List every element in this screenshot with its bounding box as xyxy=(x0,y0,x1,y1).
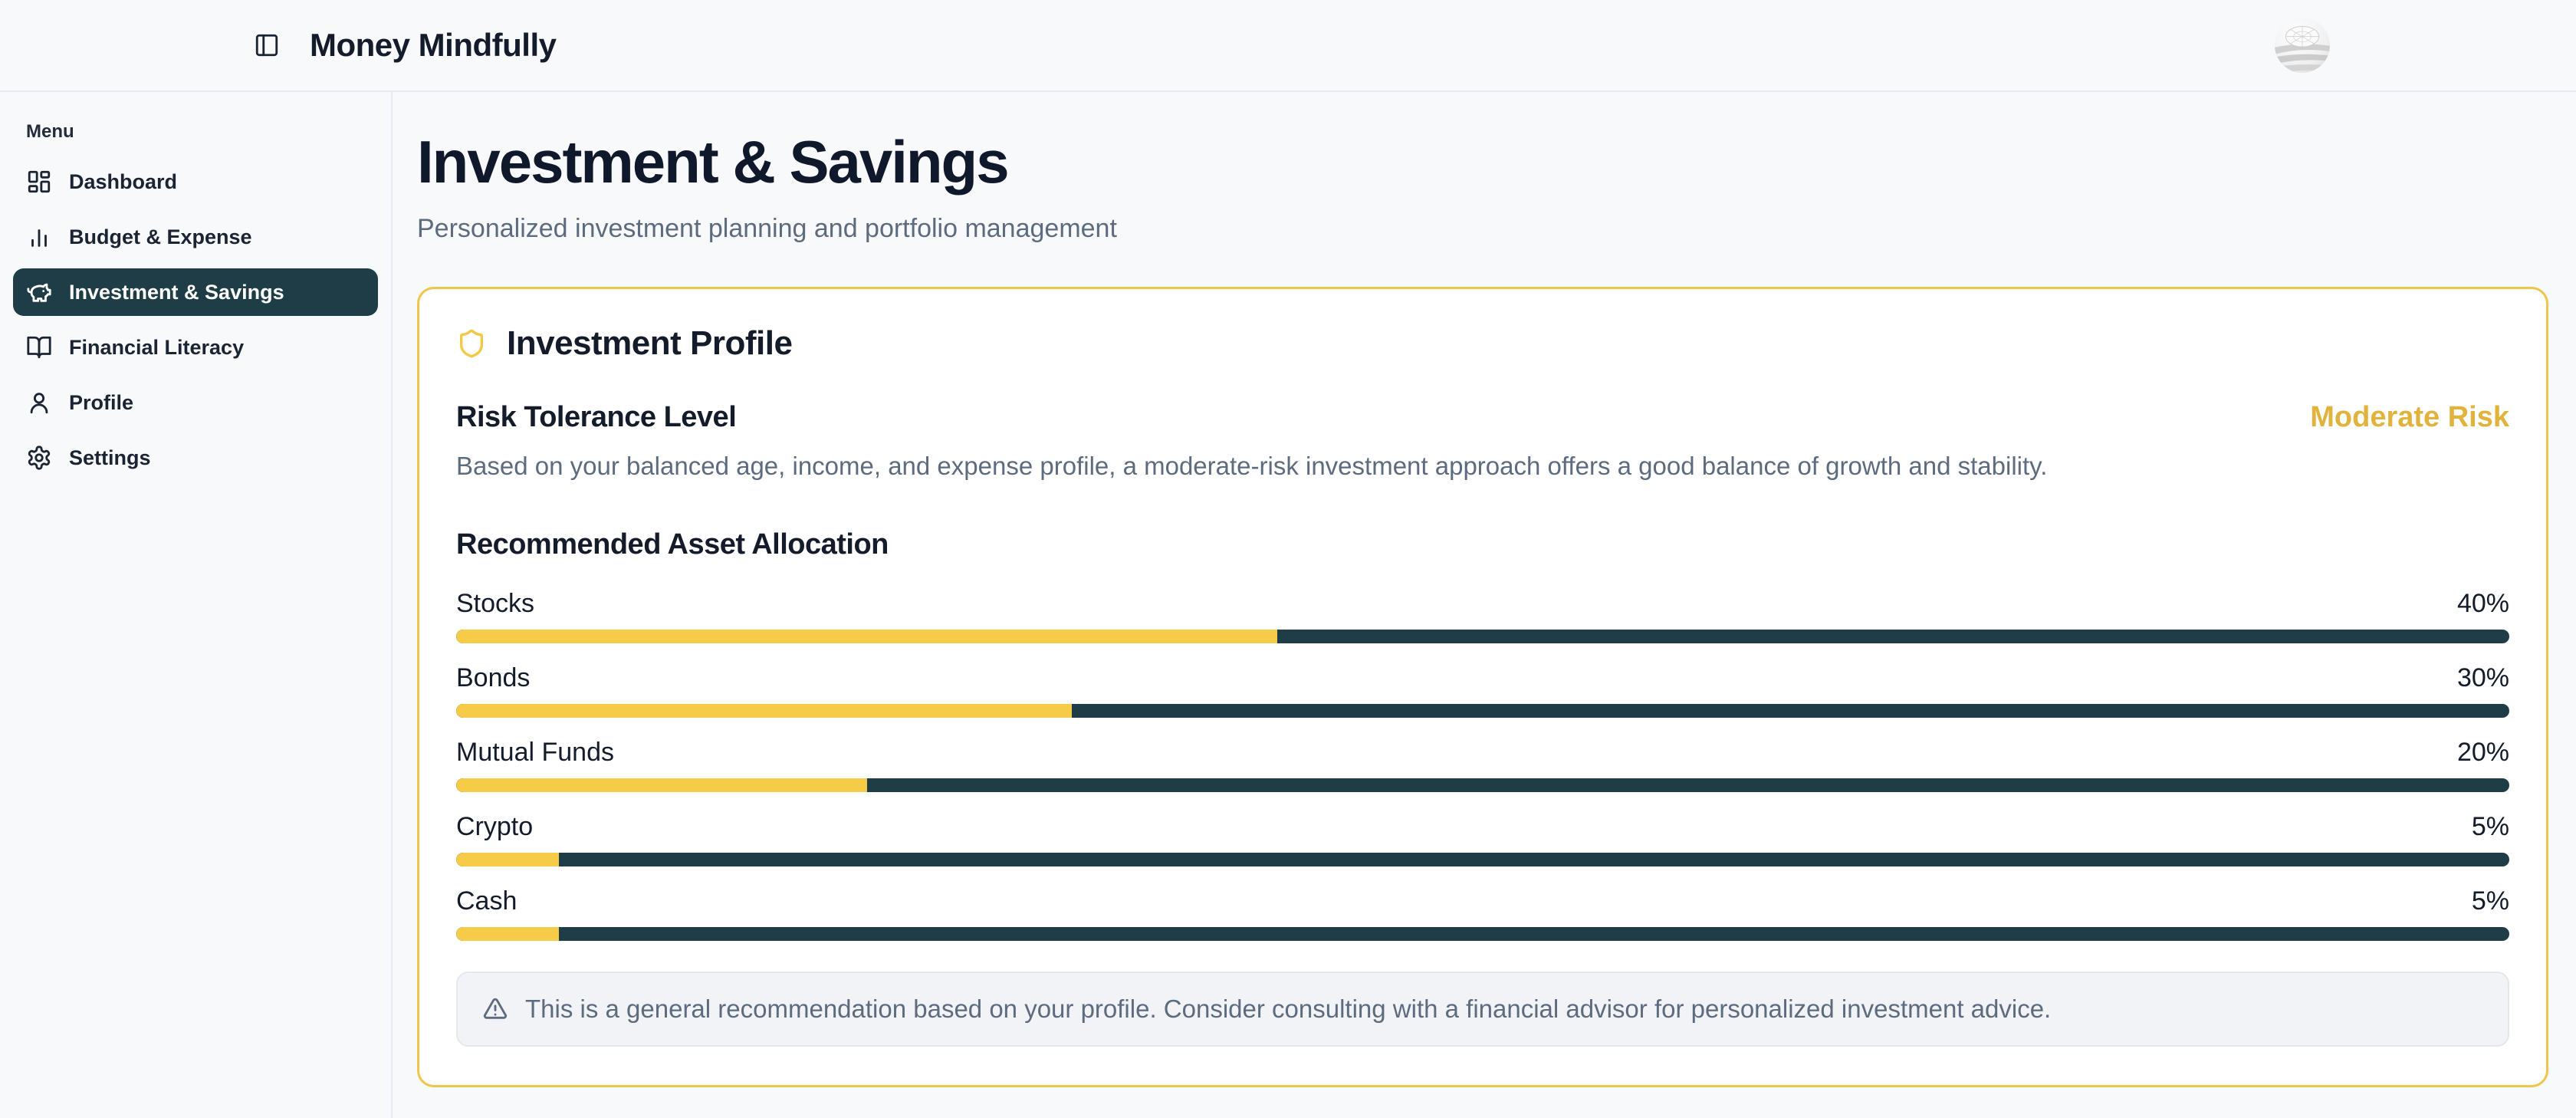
allocation-label: Mutual Funds xyxy=(456,737,614,767)
allocation-row xyxy=(456,738,2509,792)
sidebar-toggle-button[interactable] xyxy=(250,28,284,62)
allocation-bar-track xyxy=(456,630,2509,643)
risk-tolerance-row xyxy=(456,401,2509,434)
card-title: Investment Profile xyxy=(507,324,793,363)
dashboard-icon xyxy=(26,169,52,195)
dome-avatar-image xyxy=(2274,17,2331,74)
sidebar-item-label: Budget & Expense xyxy=(69,225,252,248)
allocation-value: 5% xyxy=(2471,811,2509,841)
allocation-bar-track xyxy=(456,853,2509,866)
allocation-value: 5% xyxy=(2471,886,2509,916)
user-avatar[interactable] xyxy=(2274,17,2331,74)
card-header xyxy=(456,324,2509,363)
allocation-bar-track xyxy=(456,704,2509,718)
allocation-value: 20% xyxy=(2456,737,2509,767)
gear-icon xyxy=(26,445,52,471)
allocation-bar-track xyxy=(456,778,2509,792)
top-header xyxy=(0,0,2576,92)
sidebar-item-financial-literacy[interactable] xyxy=(13,324,378,371)
allocation-list xyxy=(456,589,2509,941)
risk-description: Based on your balanced age, income, and expense profile, a moderate-risk investment approach offers a good balance of growth and stability. xyxy=(456,452,2048,481)
allocation-bar-fill xyxy=(456,853,559,866)
allocation-label: Bonds xyxy=(456,663,531,692)
allocation-row xyxy=(456,812,2509,866)
sidebar xyxy=(0,92,393,1118)
allocation-bar-fill xyxy=(456,630,1277,643)
advice-note-text: This is a general recommendation based on your profile. Consider consulting with a financial advisor for personalized investment advice. xyxy=(525,994,2052,1023)
allocation-bar-fill xyxy=(456,778,867,792)
book-open-icon xyxy=(26,334,52,360)
sidebar-item-label: Investment & Savings xyxy=(69,280,284,304)
sidebar-item-label: Settings xyxy=(69,446,151,469)
allocation-label: Crypto xyxy=(456,811,534,841)
sidebar-item-investment-savings[interactable] xyxy=(13,268,378,316)
sidebar-item-label: Profile xyxy=(69,390,134,414)
sidebar-menu-label: Menu xyxy=(26,121,74,142)
allocation-row xyxy=(456,663,2509,718)
panel-left-icon xyxy=(254,32,280,58)
piggy-bank-icon xyxy=(26,279,52,305)
allocation-row xyxy=(456,886,2509,941)
page-subtitle: Personalized investment planning and portfolio management xyxy=(417,214,1117,244)
allocation-row xyxy=(456,589,2509,643)
risk-level-badge: Moderate Risk xyxy=(2310,401,2509,434)
sidebar-item-profile[interactable] xyxy=(13,379,378,426)
allocation-value: 40% xyxy=(2456,588,2509,618)
page-title: Investment & Savings xyxy=(417,128,1008,196)
allocation-label: Stocks xyxy=(456,588,535,618)
sidebar-item-settings[interactable] xyxy=(13,434,378,482)
allocation-bar-fill xyxy=(456,704,1072,718)
investment-profile-card xyxy=(417,287,2548,1087)
risk-tolerance-heading: Risk Tolerance Level xyxy=(456,401,737,434)
sidebar-item-budget-expense[interactable] xyxy=(13,213,378,261)
main-content xyxy=(393,92,2576,1118)
shield-icon xyxy=(456,328,487,359)
app-title: Money Mindfully xyxy=(310,27,557,63)
sidebar-item-label: Dashboard xyxy=(69,169,178,193)
bar-chart-icon xyxy=(26,224,52,250)
sidebar-item-label: Financial Literacy xyxy=(69,335,245,359)
warning-triangle-icon xyxy=(482,996,508,1022)
user-icon xyxy=(26,390,52,416)
allocation-bar-fill xyxy=(456,927,559,941)
advice-note xyxy=(456,972,2509,1047)
allocation-label: Cash xyxy=(456,886,518,916)
allocation-value: 30% xyxy=(2456,663,2509,692)
sidebar-item-dashboard[interactable] xyxy=(13,158,378,206)
allocation-heading: Recommended Asset Allocation xyxy=(456,528,889,561)
allocation-bar-track xyxy=(456,927,2509,941)
